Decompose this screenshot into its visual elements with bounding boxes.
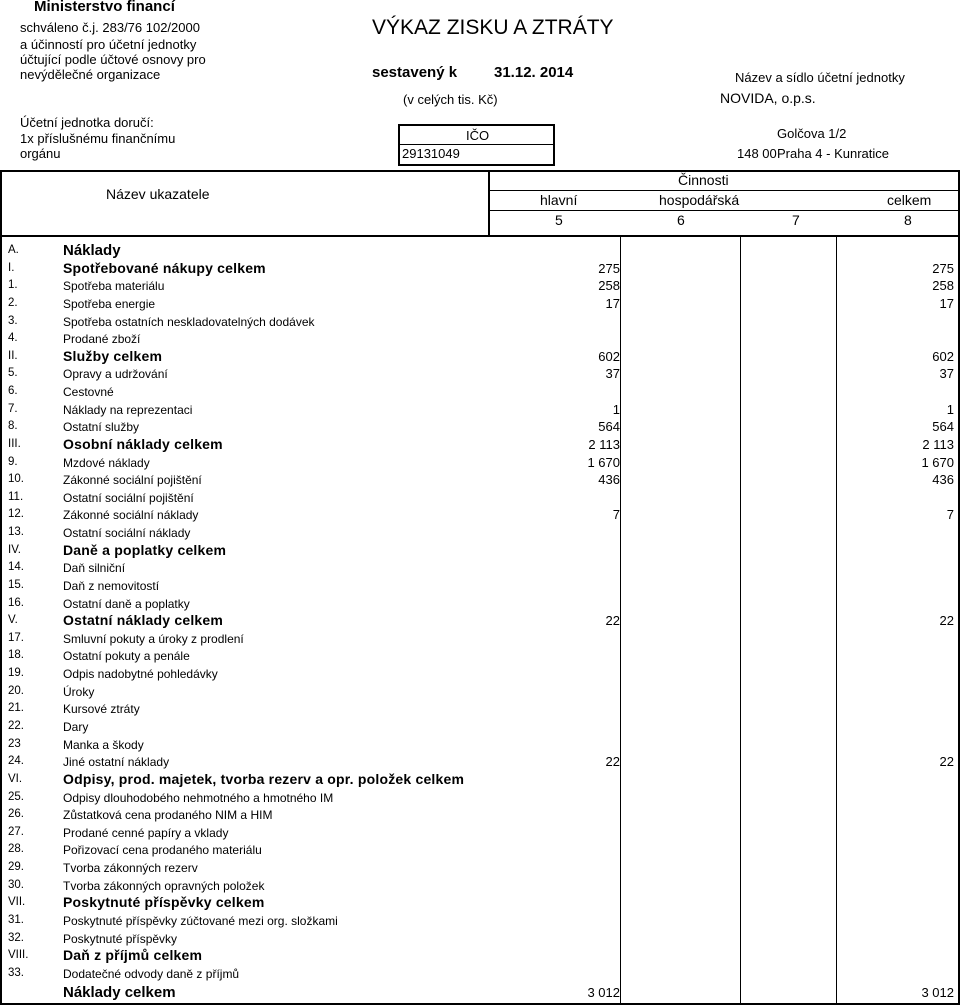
approval-line-2: a účinností pro účetní jednotky [20, 37, 197, 52]
table-row [0, 524, 960, 542]
entity-label: Název a sídlo účetní jednotky [735, 70, 905, 85]
row-code: I. [8, 261, 15, 274]
row-name: Odpisy, prod. majetek, tvorba rezerv a opr. položek celkem [63, 770, 465, 787]
row-name: Tvorba zákonných rezerv [63, 861, 198, 876]
table-row [0, 330, 960, 348]
row-name: Poskytnuté příspěvky celkem [63, 894, 265, 911]
table-row [0, 471, 960, 489]
row-value-main: 602 [598, 348, 620, 364]
header-divider-vertical [488, 170, 490, 236]
row-code: 30. [8, 878, 24, 891]
row-value-total: 436 [932, 472, 954, 488]
row-name: Cestovné [63, 385, 114, 400]
table-row [0, 313, 960, 331]
table-row [0, 930, 960, 948]
row-name: Služby celkem [63, 347, 163, 364]
row-name: Spotřebované nákupy celkem [63, 259, 266, 276]
row-code: 23 [8, 737, 21, 750]
compiled-date: 31.12. 2014 [494, 64, 574, 81]
table-row [0, 789, 960, 807]
header-divider-subcols [489, 210, 959, 211]
row-value-total: 3 012 [921, 985, 954, 1001]
row-code: 20. [8, 684, 24, 697]
row-code: II. [8, 349, 18, 362]
row-name: Zůstatková cena prodaného NIM a HIM [63, 808, 273, 823]
table-row [0, 542, 960, 560]
row-code: IV. [8, 543, 22, 556]
row-value-main: 2 113 [588, 436, 620, 452]
indicator-header: Název ukazatele [106, 186, 210, 202]
row-name: Zákonné sociální náklady [63, 508, 199, 523]
row-name: Daň silniční [63, 561, 126, 576]
row-code: 18. [8, 649, 24, 662]
table-row [0, 806, 960, 824]
row-name: Zákonné sociální pojištění [63, 473, 202, 488]
header-bottom-line [0, 235, 960, 237]
table-row [0, 454, 960, 472]
row-name: Spotřeba energie [63, 296, 156, 311]
row-name: Spotřeba materiálu [63, 279, 165, 294]
row-value-total: 602 [932, 348, 954, 364]
row-value-main: 1 670 [587, 454, 620, 470]
delivery-line-2: 1x příslušnému finančnímu [20, 131, 176, 146]
row-name: Dary [63, 720, 89, 734]
row-code: 25. [8, 790, 24, 803]
row-code: 31. [8, 913, 24, 926]
row-name: Opravy a udržování [63, 367, 168, 382]
row-value-total: 2 113 [922, 436, 954, 452]
row-value-main: 17 [605, 295, 620, 311]
row-name: Spotřeba ostatních neskladovatelných dodávek [63, 314, 315, 329]
row-name: Smluvní pokuty a úroky z prodlení [63, 631, 244, 646]
row-code: 11. [8, 490, 24, 503]
row-code: 13. [8, 526, 24, 539]
row-value-total: 275 [932, 260, 954, 276]
table-row [0, 771, 960, 789]
row-name: Odpis nadobytné pohledávky [63, 667, 218, 682]
table-row [0, 683, 960, 701]
table-row [0, 436, 960, 454]
table-row [0, 506, 960, 524]
entity-name: NOVIDA, o.p.s. [720, 90, 816, 106]
entity-zip: 148 00 [737, 146, 777, 161]
row-value-total: 22 [939, 613, 954, 629]
row-code: 21. [8, 702, 24, 715]
table-row [0, 242, 960, 260]
row-value-total: 37 [939, 366, 954, 382]
row-value-main: 22 [605, 613, 620, 629]
table-row [0, 418, 960, 436]
row-code: 22. [8, 720, 24, 732]
delivery-line-1: Účetní jednotka doručí: [20, 115, 154, 130]
row-code: 1. [8, 279, 18, 292]
table-row [0, 947, 960, 965]
row-code: 8. [8, 420, 18, 433]
report-title: VÝKAZ ZISKU A ZTRÁTY [372, 16, 614, 39]
entity-city: Praha 4 - Kunratice [777, 146, 890, 161]
table-row [0, 753, 960, 771]
row-value-main: 1 [612, 401, 620, 417]
row-code: 7. [8, 402, 18, 415]
table-row [0, 718, 960, 736]
col-number-7: 7 [792, 212, 800, 228]
row-code: 29. [8, 861, 24, 874]
row-code: V. [8, 614, 18, 627]
row-name: Náklady na reprezentaci [63, 402, 193, 417]
row-value-total: 17 [939, 295, 954, 311]
row-code: 5. [8, 367, 18, 380]
row-name: Ostatní daně a poplatky [63, 596, 190, 611]
table-row [0, 595, 960, 613]
row-code: 26. [8, 808, 24, 821]
row-code: 32. [8, 931, 24, 944]
table-row [0, 277, 960, 295]
ministry-name: Ministerstvo financí [34, 0, 175, 15]
table-row [0, 665, 960, 683]
row-value-main: 7 [612, 507, 620, 523]
row-name: Ostatní pokuty a penále [63, 649, 190, 664]
col-number-5: 5 [555, 212, 563, 228]
row-code: 4. [8, 332, 18, 345]
row-code: 27. [8, 825, 24, 838]
table-row [0, 859, 960, 877]
row-name: Dodatečné odvody daně z příjmů [63, 966, 240, 981]
table-row [0, 647, 960, 665]
row-name: Manka a škody [63, 737, 144, 752]
table-row [0, 365, 960, 383]
table-row [0, 877, 960, 895]
row-name: Ostatní náklady celkem [63, 612, 224, 629]
row-name: Jiné ostatní náklady [63, 755, 170, 770]
row-name: Mzdové náklady [63, 455, 150, 470]
total-header: celkem [887, 192, 932, 208]
row-code: VI. [8, 772, 23, 785]
row-name: Úroky [63, 684, 95, 699]
table-row [0, 824, 960, 842]
row-code: 19. [8, 667, 24, 680]
row-value-main: 22 [605, 754, 620, 770]
row-name: Ostatní služby [63, 420, 140, 435]
entity-street: Golčova 1/2 [777, 126, 847, 141]
approval-line-1: schváleno č.j. 283/76 102/2000 [20, 20, 200, 35]
ico-value: 29131049 [402, 146, 460, 161]
activities-header: Činnosti [678, 172, 729, 188]
table-row [0, 736, 960, 754]
row-code: 28. [8, 843, 24, 856]
row-code: 6. [8, 385, 18, 398]
table-row [0, 912, 960, 930]
row-code: 10. [8, 473, 24, 486]
row-code: VII. [8, 896, 26, 909]
delivery-line-3: orgánu [20, 146, 61, 161]
row-name: Daň z příjmů celkem [63, 947, 203, 964]
row-name: Daň z nemovitostí [63, 578, 160, 593]
table-row [0, 489, 960, 507]
row-value-main: 37 [605, 366, 620, 382]
row-name: Daně a poplatky celkem [63, 541, 227, 558]
table-row [0, 982, 960, 1000]
row-code: 16. [8, 596, 24, 609]
table-row [0, 401, 960, 419]
row-name: Prodané cenné papíry a vklady [63, 825, 229, 840]
row-code: 2. [8, 296, 18, 309]
row-name: Poskytnuté příspěvky [63, 931, 178, 946]
row-code: A. [8, 244, 19, 256]
row-value-main: 258 [598, 278, 620, 294]
row-value-total: 7 [946, 507, 954, 523]
row-name: Tvorba zákonných opravných položek [63, 878, 265, 893]
table-row [0, 577, 960, 595]
row-code: 12. [8, 508, 24, 521]
economic-header: hospodářská [659, 192, 740, 208]
row-code: 17. [8, 631, 24, 644]
row-value-total: 1 [946, 401, 954, 417]
table-row [0, 260, 960, 278]
row-name: Pořizovací cena prodaného materiálu [63, 843, 262, 858]
row-value-total: 258 [932, 278, 954, 294]
row-value-main: 564 [598, 419, 620, 435]
table-row [0, 383, 960, 401]
row-value-total: 564 [932, 419, 954, 435]
row-code: VIII. [8, 949, 29, 962]
row-name: Prodané zboží [63, 332, 141, 347]
row-code: 33. [8, 966, 24, 979]
header-divider-activities [489, 190, 959, 191]
table-row [0, 630, 960, 648]
units-note: (v celých tis. Kč) [403, 92, 498, 107]
row-name: Ostatní sociální pojištění [63, 490, 194, 505]
row-value-main: 3 012 [587, 985, 620, 1001]
row-code: 15. [8, 578, 24, 591]
row-name: Odpisy dlouhodobého nehmotného a hmotného IM [63, 790, 334, 805]
row-name: Náklady [63, 242, 121, 259]
row-code: 14. [8, 561, 24, 574]
row-code: 9. [8, 455, 18, 468]
compiled-label: sestavený k [372, 64, 458, 81]
table-row [0, 894, 960, 912]
table-row [0, 295, 960, 313]
table-row [0, 348, 960, 366]
col-number-6: 6 [677, 212, 685, 228]
table-row [0, 841, 960, 859]
row-code: 3. [8, 314, 18, 327]
row-name: Ostatní sociální náklady [63, 526, 191, 541]
ico-divider [399, 144, 554, 145]
row-value-total: 22 [939, 754, 954, 770]
col-number-8: 8 [904, 212, 912, 228]
row-name: Kursové ztráty [63, 702, 140, 717]
row-code: III. [8, 437, 21, 450]
table-row [0, 700, 960, 718]
row-name: Osobní náklady celkem [63, 435, 223, 452]
ico-label: IČO [466, 128, 490, 143]
approval-line-3: účtující podle účtové osnovy pro [20, 52, 206, 67]
row-name: Náklady celkem [63, 984, 176, 1002]
row-name: Poskytnuté příspěvky zúčtované mezi org. složkami [63, 913, 338, 928]
main-header: hlavní [540, 192, 578, 208]
row-value-main: 436 [598, 472, 620, 488]
row-code: 24. [8, 755, 24, 768]
row-value-main: 275 [598, 260, 620, 276]
table-row [0, 965, 960, 983]
approval-line-4: nevýdělečné organizace [20, 67, 161, 82]
row-value-total: 1 670 [921, 454, 954, 470]
table-row [0, 612, 960, 630]
table-row [0, 559, 960, 577]
